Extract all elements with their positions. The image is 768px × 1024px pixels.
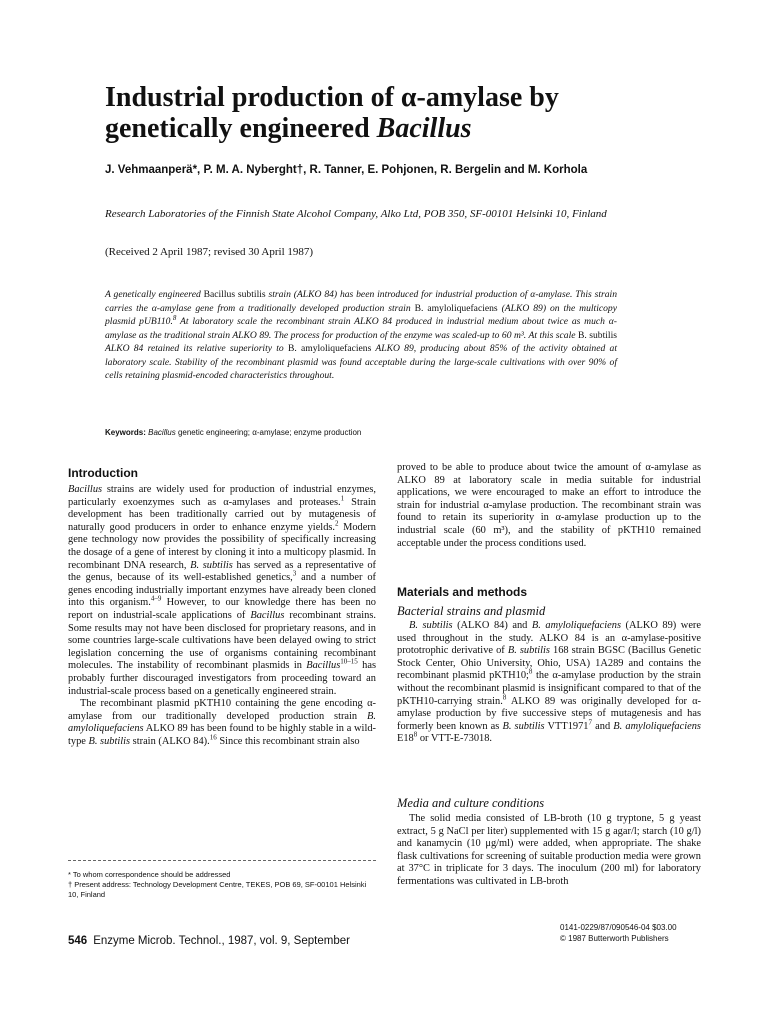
keywords: Keywords: Bacillus genetic engineering; α-amylase; enzyme production [105, 428, 362, 437]
introduction-body [68, 484, 376, 748]
author-list: J. Vehmaanperä*, P. M. A. Nyberght†, R. Tanner, E. Pohjonen, R. Bergelin and M. Korhola [105, 164, 588, 176]
copyright: © 1987 Butterworth Publishers [560, 934, 669, 943]
keywords-label: Keywords: [105, 428, 146, 437]
title-line-1: Industrial production of α-amylase by [105, 82, 559, 113]
subheading-bacterial-strains: Bacterial strains and plasmid [397, 604, 546, 618]
title-line-2-italic: Bacillus [376, 113, 472, 144]
footnote-correspondence: * To whom correspondence should be addressed [68, 870, 231, 879]
heading-materials-methods: Materials and methods [397, 585, 528, 599]
footnote-divider [68, 860, 376, 861]
paper-title [105, 82, 665, 144]
journal-citation: Enzyme Microb. Technol., 1987, vol. 9, September [93, 935, 350, 947]
methods-media-body: The solid media consisted of LB-broth (10 g tryptone, 5 g yeast extract, 5 g NaCl per liter) supplemented with 15 g agar/l; starch (10 g/l) and kanamycin (10 μg/ml) were added, when appropriate. The shake flask cultivations for screening of suitable production media were grown at 37°C in triplicate for 3 days. The inoculum (200 ml) for laboratory fermentations was cultivated in LB-broth [397, 813, 701, 887]
intro-paragraph-1: Bacillus strains are widely used for production of industrial enzymes, particularly exoenzymes such as α-amylases and proteases.$^1$ Strain development has been traditionally carried out by mutagenesis of naturally good producers in order to enhance enzyme yields.$^2$ Modern gene technology now provides the possibility of specifically increasing the dosage of a gene of interest by cloning it into a multicopy plasmid. In recombinant DNA research, B. subtilis has served as a representative of the genus, because of its well-established genetics,$^3$ and a number of genes encoding industrially important enzymes have already been cloned into this organism.$^{4-9}$ However, to our knowledge there has been no report on industrial-scale applications of Bacillus recombinant strains. Some results may not have been disclosed for proprietary reasons, and in some countries large-scale cultivations have been delayed owing to strict legislation concerning the use of organisms containing recombinant molecules. The instability of recombinant plasmids in Bacillus$^{10-15}$ has probably further discouraged investigators from proceeding toward an industrial-scale process based on a genetically engineered strain. [68, 484, 377, 697]
page-footer [68, 935, 350, 947]
intro-continuation: proved to be able to produce about twice the amount of α-amylase as ALKO 89 at laboratory scale in media suitable for industrial applications, we were encouraged to make an effort to introduce the strain for industrial α-amylase production. The recombinant strain was found to retain its superiority in α-amylase production up to the industrial scale (60 m³), and the stability of pKTH10 remained acceptable under the process conditions used. [397, 462, 701, 549]
methods-strains-body: B. subtilis (ALKO 84) and B. amyloliquefaciens (ALKO 89) were used throughout in the study. ALKO 84 is an α-amylase-positive prototrophic derivative of B. subtilis 168 strain BGSC (Bacillus Genetic Stock Center, Ohio University, Ohio, USA) 1A289 and contains the recombinant plasmid pKTH10;$^8$ the α-amylase production by the strain without the recombinant plasmid is insignificant compared to that of the pKTH10-carrying strain.$^8$ ALKO 89 was originally developed for α-amylase production by five successive steps of mutagenesis and has formerly been known as B. subtilis VTT1971$^7$ and B. amyloliquefaciens $E18^8$ or VTT-E-73018. [397, 620, 702, 745]
page-number: 546 [68, 935, 88, 947]
footnotes [68, 870, 376, 900]
intro-paragraph-2: The recombinant plasmid pKTH10 containing the gene encoding α-amylase from our traditionally developed production strain B. amyloliquefaciens ALKO 89 has been found to be highly stable in a wild-type B. subtilis strain (ALKO 84).$^{16}$ Since this recombinant strain also [68, 698, 376, 747]
subheading-media-culture: Media and culture conditions [397, 796, 545, 810]
heading-introduction: Introduction [68, 466, 138, 480]
publisher-info [560, 922, 677, 944]
footnote-present-address: † Present address: Technology Development Centre, TEKES, POB 69, SF-00101 Helsinki 10, Finland [68, 880, 367, 899]
issn-code: 0141-0229/87/090546-04 $03.00 [560, 923, 677, 932]
abstract: A genetically engineered Bacillus subtilis strain (ALKO 84) has been introduced for industrial production of α-amylase. This strain carries the α-amylase gene from a traditionally developed production strain B. amyloliquefaciens (ALKO 89) on the multicopy plasmid pUB110.$^8$ At laboratory scale the recombinant strain ALKO 84 produced in industrial medium about twice as much α-amylase as the traditional strain ALKO 89. The process for production of the enzyme was scaled-up to 60 m³. At this scale B. subtilis ALKO 84 retained its relative superiority to B. amyloliquefaciens ALKO 89, producing about 85% of the activity obtained at laboratory scale. Stability of the recombinant plasmid was found acceptable during the large-scale cultivations with over 90% of cells retaining plasmid-encoded characteristics throughout. [105, 289, 618, 381]
affiliation: Research Laboratories of the Finnish State Alcohol Company, Alko Ltd, POB 350, SF-00101 Helsinki 10, Finland [105, 208, 607, 220]
received-dates: (Received 2 April 1987; revised 30 April 1987) [105, 246, 314, 258]
title-line-2: genetically engineered [105, 113, 377, 144]
